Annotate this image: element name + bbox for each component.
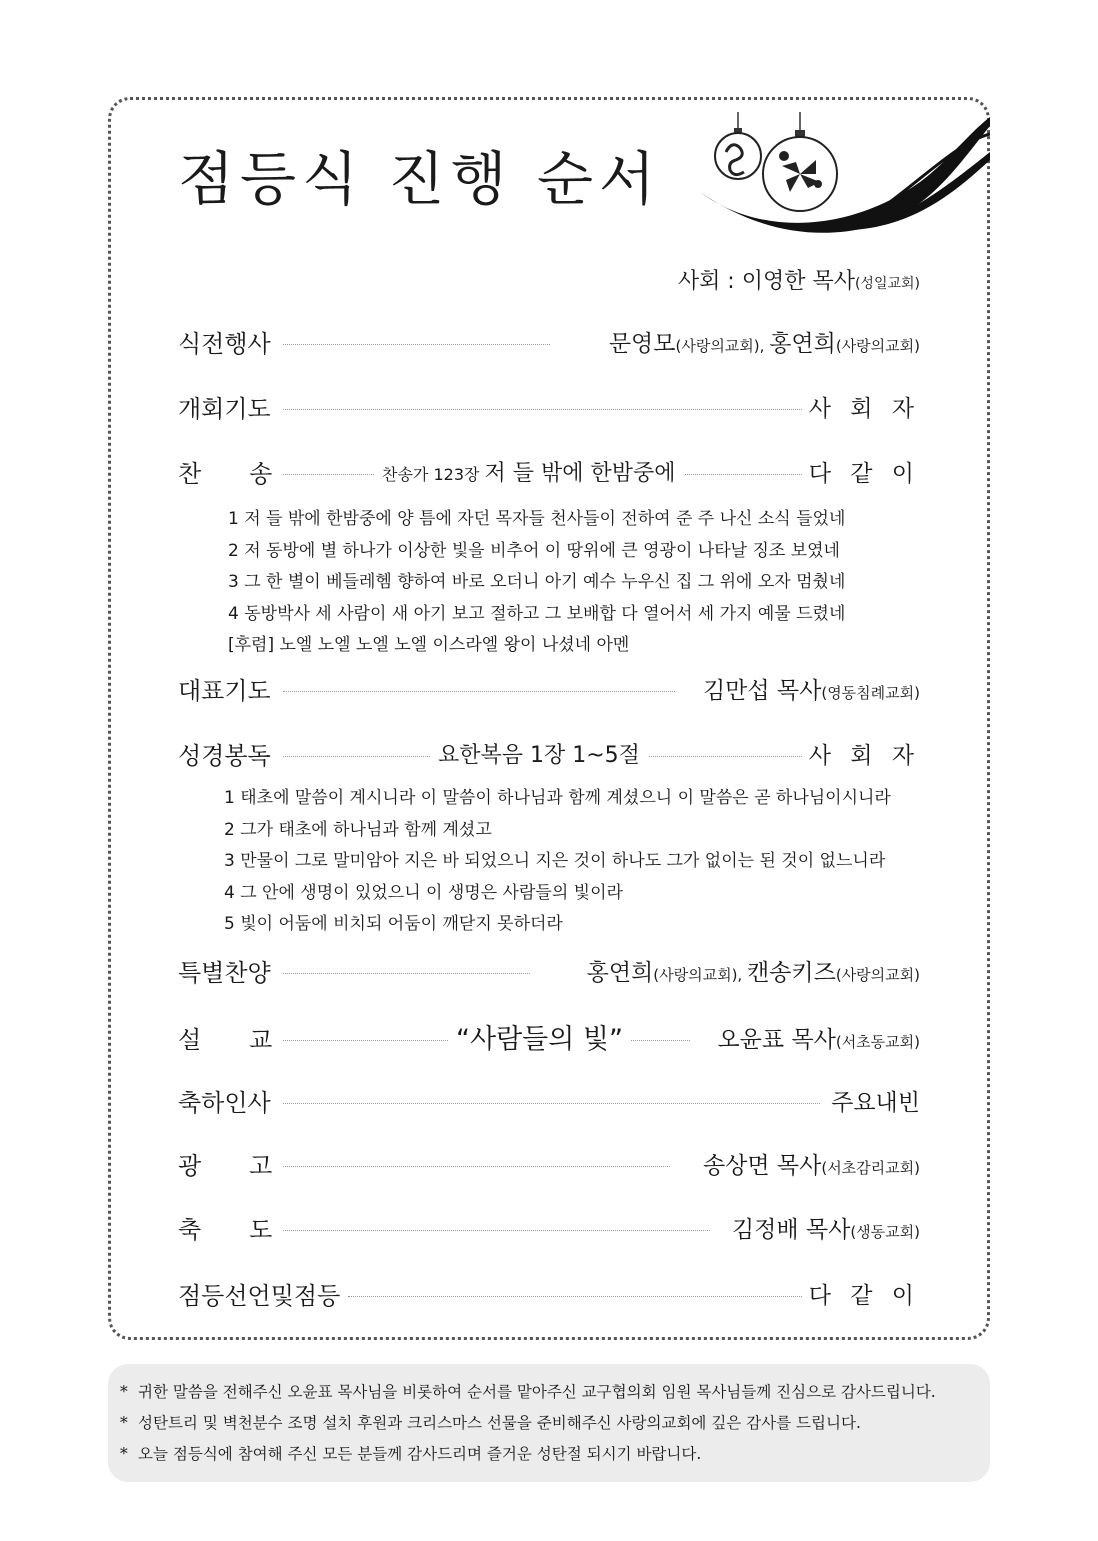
scripture-line: 3 만물이 그로 말미암아 지은 바 되었으니 지은 것이 하나도 그가 없이는 된 것이 없느니라	[224, 851, 886, 871]
program-value: 다 같 이	[803, 456, 920, 492]
program-value: 사 회 자	[803, 738, 920, 774]
lyric-line: 2 저 동방에 별 하나가 이상한 빛을 비추어 이 땅위에 큰 영광이 나타날 징조 보였네	[228, 540, 840, 561]
hymn-title: 찬송가 123장 저 들 밖에 한밤중에	[374, 456, 684, 493]
program-label: 점등선언및점등	[178, 1282, 341, 1310]
scripture-line: 1 태초에 말씀이 계시니라 이 말씀이 하나님과 함께 계셨으니 이 말씀은 곧 하나님이시니라	[224, 788, 891, 808]
scripture-reference: 요한복음 1장 1~5절	[430, 738, 648, 774]
program-value: 주요내빈	[825, 1085, 920, 1121]
program-label: 대표기도	[178, 677, 271, 705]
program-value: 문영모(사랑의교회), 홍연희(사랑의교회)	[603, 326, 920, 364]
dot-leader	[283, 1103, 820, 1104]
dot-leader	[283, 344, 550, 345]
host-church: (성일교회)	[854, 276, 920, 292]
program-label: 축하인사	[178, 1089, 271, 1117]
christmas-ornament-decoration	[690, 112, 990, 252]
scripture-line: 4 그 안에 생명이 있었으니 이 생명은 사람들의 빛이라	[224, 882, 623, 903]
program-row-hymn	[178, 456, 920, 492]
program-label: 식전행사	[178, 330, 271, 358]
dot-leader	[283, 691, 675, 692]
host-info	[678, 264, 920, 295]
program-row-representative-prayer	[178, 673, 920, 709]
dot-leader	[348, 1296, 820, 1297]
dot-leader	[283, 1230, 710, 1231]
program-row-prelude	[178, 326, 920, 362]
program-label: 광 고	[178, 1152, 273, 1180]
note-line: * 귀한 말씀을 전해주신 오윤표 목사님을 비롯하여 순서를 맡아주신 교구협의회 임원 목사님들께 진심으로 감사드립니다.	[120, 1383, 936, 1401]
hymn-lyrics	[228, 504, 845, 662]
program-value: 송상면 목사(서초감리교회)	[697, 1148, 920, 1186]
program-value: 김만섭 목사(영동침례교회)	[697, 673, 920, 711]
dot-leader	[283, 973, 530, 974]
scripture-line: 2 그가 태초에 하나님과 함께 계셨고	[224, 819, 492, 840]
host-name: 사회 : 이영한 목사	[677, 269, 855, 294]
program-row-sermon	[178, 1022, 920, 1058]
program-row-greetings	[178, 1085, 920, 1121]
scripture-line: 5 빛이 어둠에 비치되 어둠이 깨닫지 못하더라	[224, 914, 563, 934]
lyric-line: [후렴] 노엘 노엘 노엘 노엘 이스라엘 왕이 나셨네 아멘	[228, 635, 630, 655]
program-label: 특별찬양	[178, 959, 271, 987]
sermon-title: “사람들의 빛”	[448, 1022, 631, 1058]
dot-leader	[283, 409, 820, 410]
program-row-opening-prayer	[178, 391, 920, 427]
program-label: 찬 송	[178, 460, 273, 488]
program-value: 김정배 목사(생동교회)	[726, 1212, 920, 1250]
program-label: 성경봉독	[178, 742, 271, 770]
program-value: 오윤표 목사(서초동교회)	[711, 1022, 920, 1060]
lyric-line: 1 저 들 밖에 한밤중에 양 틈에 자던 목자들 천사들이 전하여 준 주 나신 소식 들었네	[228, 509, 846, 529]
program-value: 사 회 자	[803, 391, 920, 427]
program-row-announcements	[178, 1148, 920, 1184]
program-row-benediction	[178, 1212, 920, 1248]
program-row-special-song	[178, 955, 920, 991]
ornament-flower-icon	[763, 112, 837, 211]
scripture-text	[224, 783, 891, 941]
program-label: 축 도	[178, 1216, 273, 1244]
lyric-line: 4 동방박사 세 사람이 새 아기 보고 절하고 그 보배합 다 열어서 세 가지 예물 드렸네	[228, 603, 846, 624]
program-row-lighting	[178, 1278, 920, 1314]
program-label: 설 교	[178, 1026, 273, 1054]
note-line: * 오늘 점등식에 참여해 주신 모든 분들께 감사드리며 즐거운 성탄절 되시기 바랍니다.	[120, 1445, 702, 1463]
page-title: 점등식 진행 순서	[178, 145, 662, 213]
lyric-line: 3 그 한 별이 베들레헴 향하여 바로 오더니 아기 예수 누우신 집 그 위에 오자 멈췄네	[228, 572, 846, 592]
program-value: 다 같 이	[803, 1278, 920, 1314]
program-label: 개회기도	[178, 395, 271, 423]
thanks-notes	[108, 1364, 990, 1482]
dot-leader	[283, 1166, 670, 1167]
ornament-swirl-icon	[715, 112, 761, 179]
program-value: 홍연희(사랑의교회), 캔송키즈(사랑의교회)	[581, 955, 920, 993]
note-line: * 성탄트리 및 벽천분수 조명 설치 후원과 크리스마스 선물을 준비해주신 사랑의교회에 깊은 감사를 드립니다.	[120, 1414, 861, 1432]
program-row-scripture	[178, 738, 920, 774]
